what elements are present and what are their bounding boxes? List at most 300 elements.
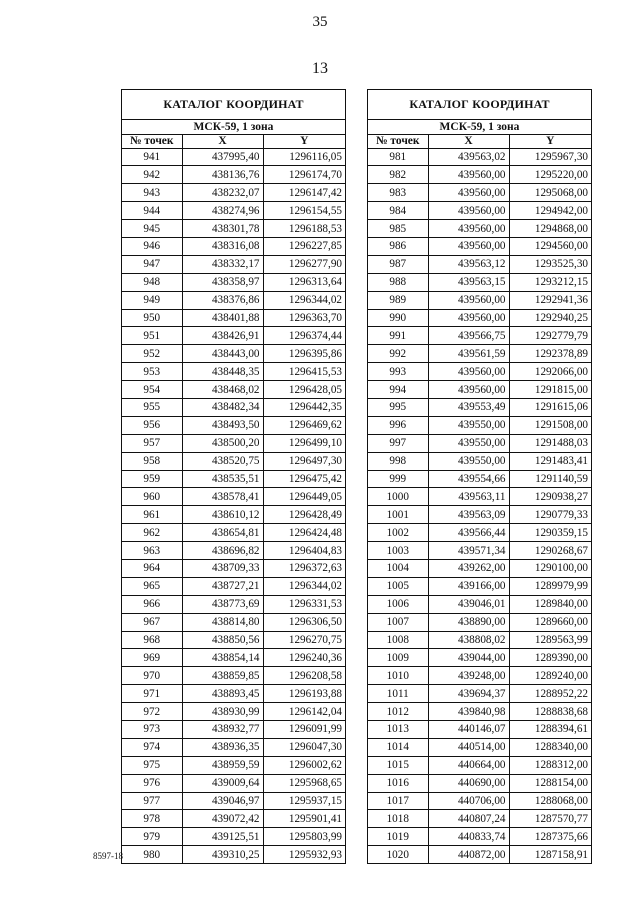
table-row — [368, 524, 591, 542]
point-number-cell: 961 — [122, 506, 182, 524]
y-coordinate-cell: 1296002,62 — [263, 756, 345, 774]
column-header-x: X — [428, 135, 509, 148]
y-coordinate-cell: 1296154,55 — [263, 202, 345, 220]
table-row — [368, 721, 591, 739]
point-number-cell: 959 — [122, 470, 182, 488]
x-coordinate-cell: 440833,74 — [428, 828, 509, 846]
point-number-cell: 1012 — [368, 703, 428, 721]
point-number-cell: 991 — [368, 327, 428, 345]
y-coordinate-cell: 1296188,53 — [263, 220, 345, 238]
table-row — [368, 667, 591, 685]
x-coordinate-cell: 440664,00 — [428, 756, 509, 774]
x-coordinate-cell: 438808,02 — [428, 631, 509, 649]
x-coordinate-cell: 438696,82 — [182, 542, 263, 560]
table-row — [122, 846, 345, 863]
table-row — [368, 542, 591, 560]
y-coordinate-cell: 1296372,63 — [263, 559, 345, 577]
x-coordinate-cell: 438426,91 — [182, 327, 263, 345]
point-number-cell: 952 — [122, 345, 182, 363]
table-row — [368, 345, 591, 363]
table-row — [122, 703, 345, 721]
x-coordinate-cell: 439694,37 — [428, 685, 509, 703]
y-coordinate-cell: 1288394,61 — [509, 721, 591, 739]
y-coordinate-cell: 1295220,00 — [509, 166, 591, 184]
y-coordinate-cell: 1296374,44 — [263, 327, 345, 345]
point-number-cell: 946 — [122, 237, 182, 255]
point-number-cell: 963 — [122, 542, 182, 560]
table-row — [122, 381, 345, 399]
point-number-cell: 944 — [122, 202, 182, 220]
x-coordinate-cell: 439125,51 — [182, 828, 263, 846]
x-coordinate-cell: 438959,59 — [182, 756, 263, 774]
x-coordinate-cell: 439550,00 — [428, 452, 509, 470]
point-number-cell: 966 — [122, 595, 182, 613]
y-coordinate-cell: 1296277,90 — [263, 255, 345, 273]
x-coordinate-cell: 438859,85 — [182, 667, 263, 685]
table-row — [122, 452, 345, 470]
table-row — [122, 774, 345, 792]
x-coordinate-cell: 439560,00 — [428, 202, 509, 220]
point-number-cell: 962 — [122, 524, 182, 542]
y-coordinate-cell: 1296424,48 — [263, 524, 345, 542]
x-coordinate-cell: 438332,17 — [182, 255, 263, 273]
point-number-cell: 988 — [368, 273, 428, 291]
table-row — [368, 703, 591, 721]
point-number-cell: 957 — [122, 434, 182, 452]
x-coordinate-cell: 439560,00 — [428, 220, 509, 238]
point-number-cell: 983 — [368, 184, 428, 202]
x-coordinate-cell: 438610,12 — [182, 506, 263, 524]
x-coordinate-cell: 439560,00 — [428, 381, 509, 399]
table-row — [368, 255, 591, 273]
x-coordinate-cell: 439571,34 — [428, 542, 509, 560]
table-row — [368, 148, 591, 166]
y-coordinate-cell: 1294868,00 — [509, 220, 591, 238]
y-coordinate-cell: 1296499,10 — [263, 434, 345, 452]
table-row — [122, 685, 345, 703]
x-coordinate-cell: 438893,45 — [182, 685, 263, 703]
x-coordinate-cell: 439553,49 — [428, 398, 509, 416]
x-coordinate-cell: 438482,34 — [182, 398, 263, 416]
table-row — [122, 363, 345, 381]
point-number-cell: 970 — [122, 667, 182, 685]
x-coordinate-cell: 438654,81 — [182, 524, 263, 542]
point-number-cell: 1016 — [368, 774, 428, 792]
y-coordinate-cell: 1296091,99 — [263, 721, 345, 739]
y-coordinate-cell: 1294560,00 — [509, 237, 591, 255]
table-row — [122, 721, 345, 739]
point-number-cell: 953 — [122, 363, 182, 381]
y-coordinate-cell: 1296404,83 — [263, 542, 345, 560]
y-coordinate-cell: 1291815,00 — [509, 381, 591, 399]
point-number-cell: 1015 — [368, 756, 428, 774]
column-header-y: Y — [263, 135, 345, 148]
table-row — [368, 220, 591, 238]
y-coordinate-cell: 1296428,49 — [263, 506, 345, 524]
table-row — [368, 416, 591, 434]
x-coordinate-cell: 438274,96 — [182, 202, 263, 220]
table-body — [368, 148, 591, 863]
y-coordinate-cell: 1295967,30 — [509, 148, 591, 166]
column-header-point: № точек — [122, 135, 182, 148]
y-coordinate-cell: 1295968,65 — [263, 774, 345, 792]
table-row — [368, 846, 591, 863]
point-number-cell: 978 — [122, 810, 182, 828]
point-number-cell: 998 — [368, 452, 428, 470]
y-coordinate-cell: 1296469,62 — [263, 416, 345, 434]
table-row — [122, 667, 345, 685]
table-row — [368, 184, 591, 202]
x-coordinate-cell: 438301,78 — [182, 220, 263, 238]
x-coordinate-cell: 439560,00 — [428, 237, 509, 255]
table-row — [122, 255, 345, 273]
x-coordinate-cell: 438443,00 — [182, 345, 263, 363]
x-coordinate-cell: 438401,88 — [182, 309, 263, 327]
y-coordinate-cell: 1294942,00 — [509, 202, 591, 220]
y-coordinate-cell: 1291140,59 — [509, 470, 591, 488]
y-coordinate-cell: 1295803,99 — [263, 828, 345, 846]
x-coordinate-cell: 438773,69 — [182, 595, 263, 613]
x-coordinate-cell: 438520,75 — [182, 452, 263, 470]
appendix-page-number: 13 — [312, 60, 328, 77]
x-coordinate-cell: 439166,00 — [428, 577, 509, 595]
document-code: 8597-18 — [93, 851, 123, 861]
table-row — [122, 559, 345, 577]
table-row — [368, 434, 591, 452]
point-number-cell: 960 — [122, 488, 182, 506]
y-coordinate-cell: 1290938,27 — [509, 488, 591, 506]
catalog-title: КАТАЛОГ КООРДИНАТ — [368, 90, 591, 120]
x-coordinate-cell: 439550,00 — [428, 416, 509, 434]
point-number-cell: 982 — [368, 166, 428, 184]
x-coordinate-cell: 439262,00 — [428, 559, 509, 577]
table-row — [122, 828, 345, 846]
point-number-cell: 971 — [122, 685, 182, 703]
x-coordinate-cell: 440872,00 — [428, 846, 509, 863]
table-row — [368, 792, 591, 810]
table-row — [122, 649, 345, 667]
x-coordinate-cell: 439310,25 — [182, 846, 263, 863]
point-number-cell: 964 — [122, 559, 182, 577]
point-number-cell: 968 — [122, 631, 182, 649]
point-number-cell: 950 — [122, 309, 182, 327]
x-coordinate-cell: 439840,98 — [428, 703, 509, 721]
y-coordinate-cell: 1296193,88 — [263, 685, 345, 703]
table-row — [368, 810, 591, 828]
table-row — [368, 398, 591, 416]
table-row — [122, 148, 345, 166]
x-coordinate-cell: 440690,00 — [428, 774, 509, 792]
y-coordinate-cell: 1296428,05 — [263, 381, 345, 399]
y-coordinate-cell: 1292940,25 — [509, 309, 591, 327]
y-coordinate-cell: 1290359,15 — [509, 524, 591, 542]
table-row — [122, 434, 345, 452]
x-coordinate-cell: 439561,59 — [428, 345, 509, 363]
point-number-cell: 976 — [122, 774, 182, 792]
y-coordinate-cell: 1291615,06 — [509, 398, 591, 416]
y-coordinate-cell: 1287570,77 — [509, 810, 591, 828]
page-number: 35 — [312, 14, 328, 30]
point-number-cell: 945 — [122, 220, 182, 238]
y-coordinate-cell: 1296306,50 — [263, 613, 345, 631]
x-coordinate-cell: 438535,51 — [182, 470, 263, 488]
y-coordinate-cell: 1296208,58 — [263, 667, 345, 685]
table-row — [368, 685, 591, 703]
table-row — [122, 792, 345, 810]
point-number-cell: 955 — [122, 398, 182, 416]
x-coordinate-cell: 439563,11 — [428, 488, 509, 506]
coordinate-catalog-left — [121, 89, 346, 864]
table-row — [122, 738, 345, 756]
table-row — [122, 166, 345, 184]
y-coordinate-cell: 1296363,70 — [263, 309, 345, 327]
y-coordinate-cell: 1296174,70 — [263, 166, 345, 184]
table-row — [368, 577, 591, 595]
table-row — [122, 577, 345, 595]
table-row — [122, 524, 345, 542]
table-row — [368, 237, 591, 255]
point-number-cell: 1001 — [368, 506, 428, 524]
point-number-cell: 1005 — [368, 577, 428, 595]
y-coordinate-cell: 1289563,99 — [509, 631, 591, 649]
x-coordinate-cell: 439563,09 — [428, 506, 509, 524]
x-coordinate-cell: 438448,35 — [182, 363, 263, 381]
x-coordinate-cell: 439550,00 — [428, 434, 509, 452]
x-coordinate-cell: 439046,97 — [182, 792, 263, 810]
point-number-cell: 1019 — [368, 828, 428, 846]
x-coordinate-cell: 440514,00 — [428, 738, 509, 756]
x-coordinate-cell: 438232,07 — [182, 184, 263, 202]
y-coordinate-cell: 1296344,02 — [263, 291, 345, 309]
catalog-subtitle: МСК-59, 1 зона — [122, 120, 345, 135]
point-number-cell: 1020 — [368, 846, 428, 863]
point-number-cell: 996 — [368, 416, 428, 434]
y-coordinate-cell: 1293212,15 — [509, 273, 591, 291]
table-row — [368, 506, 591, 524]
table-row — [368, 202, 591, 220]
y-coordinate-cell: 1292378,89 — [509, 345, 591, 363]
point-number-cell: 969 — [122, 649, 182, 667]
point-number-cell: 1002 — [368, 524, 428, 542]
x-coordinate-cell: 438727,21 — [182, 577, 263, 595]
x-coordinate-cell: 438936,35 — [182, 738, 263, 756]
table-header-row — [368, 135, 591, 148]
x-coordinate-cell: 438136,76 — [182, 166, 263, 184]
x-coordinate-cell: 438376,86 — [182, 291, 263, 309]
x-coordinate-cell: 439563,12 — [428, 255, 509, 273]
y-coordinate-cell: 1296475,42 — [263, 470, 345, 488]
table-row — [122, 506, 345, 524]
point-number-cell: 1007 — [368, 613, 428, 631]
point-number-cell: 1006 — [368, 595, 428, 613]
x-coordinate-cell: 440706,00 — [428, 792, 509, 810]
coordinate-table — [368, 135, 591, 863]
point-number-cell: 943 — [122, 184, 182, 202]
y-coordinate-cell: 1288312,00 — [509, 756, 591, 774]
y-coordinate-cell: 1296415,53 — [263, 363, 345, 381]
table-row — [122, 595, 345, 613]
y-coordinate-cell: 1296142,04 — [263, 703, 345, 721]
y-coordinate-cell: 1289390,00 — [509, 649, 591, 667]
point-number-cell: 994 — [368, 381, 428, 399]
table-row — [368, 488, 591, 506]
y-coordinate-cell: 1290779,33 — [509, 506, 591, 524]
x-coordinate-cell: 439072,42 — [182, 810, 263, 828]
x-coordinate-cell: 439560,00 — [428, 184, 509, 202]
table-row — [122, 756, 345, 774]
y-coordinate-cell: 1295068,00 — [509, 184, 591, 202]
point-number-cell: 958 — [122, 452, 182, 470]
point-number-cell: 997 — [368, 434, 428, 452]
point-number-cell: 954 — [122, 381, 182, 399]
point-number-cell: 1018 — [368, 810, 428, 828]
table-row — [368, 828, 591, 846]
catalog-subtitle: МСК-59, 1 зона — [368, 120, 591, 135]
point-number-cell: 1000 — [368, 488, 428, 506]
table-body — [122, 148, 345, 863]
table-row — [122, 810, 345, 828]
y-coordinate-cell: 1296331,53 — [263, 595, 345, 613]
point-number-cell: 993 — [368, 363, 428, 381]
y-coordinate-cell: 1289240,00 — [509, 667, 591, 685]
point-number-cell: 942 — [122, 166, 182, 184]
table-row — [368, 738, 591, 756]
y-coordinate-cell: 1291508,00 — [509, 416, 591, 434]
table-row — [368, 363, 591, 381]
x-coordinate-cell: 438358,97 — [182, 273, 263, 291]
x-coordinate-cell: 438316,08 — [182, 237, 263, 255]
y-coordinate-cell: 1290268,67 — [509, 542, 591, 560]
x-coordinate-cell: 437995,40 — [182, 148, 263, 166]
y-coordinate-cell: 1292066,00 — [509, 363, 591, 381]
x-coordinate-cell: 439560,00 — [428, 291, 509, 309]
point-number-cell: 948 — [122, 273, 182, 291]
point-number-cell: 989 — [368, 291, 428, 309]
table-row — [122, 416, 345, 434]
x-coordinate-cell: 440807,24 — [428, 810, 509, 828]
x-coordinate-cell: 438930,99 — [182, 703, 263, 721]
point-number-cell: 1004 — [368, 559, 428, 577]
point-number-cell: 975 — [122, 756, 182, 774]
point-number-cell: 1013 — [368, 721, 428, 739]
y-coordinate-cell: 1291488,03 — [509, 434, 591, 452]
y-coordinate-cell: 1289979,99 — [509, 577, 591, 595]
table-row — [368, 381, 591, 399]
point-number-cell: 972 — [122, 703, 182, 721]
y-coordinate-cell: 1296116,05 — [263, 148, 345, 166]
table-row — [122, 470, 345, 488]
table-row — [122, 631, 345, 649]
column-header-y: Y — [509, 135, 591, 148]
table-row — [368, 595, 591, 613]
point-number-cell: 947 — [122, 255, 182, 273]
y-coordinate-cell: 1289660,00 — [509, 613, 591, 631]
x-coordinate-cell: 438468,02 — [182, 381, 263, 399]
table-row — [368, 756, 591, 774]
x-coordinate-cell: 439563,02 — [428, 148, 509, 166]
y-coordinate-cell: 1290100,00 — [509, 559, 591, 577]
table-row — [122, 237, 345, 255]
point-number-cell: 1010 — [368, 667, 428, 685]
table-row — [122, 184, 345, 202]
y-coordinate-cell: 1296270,75 — [263, 631, 345, 649]
table-header-row — [122, 135, 345, 148]
table-row — [122, 291, 345, 309]
table-row — [368, 291, 591, 309]
point-number-cell: 985 — [368, 220, 428, 238]
point-number-cell: 1009 — [368, 649, 428, 667]
point-number-cell: 977 — [122, 792, 182, 810]
point-number-cell: 974 — [122, 738, 182, 756]
table-row — [368, 273, 591, 291]
y-coordinate-cell: 1288838,68 — [509, 703, 591, 721]
x-coordinate-cell: 439046,01 — [428, 595, 509, 613]
y-coordinate-cell: 1295937,15 — [263, 792, 345, 810]
y-coordinate-cell: 1292941,36 — [509, 291, 591, 309]
point-number-cell: 965 — [122, 577, 182, 595]
table-row — [368, 631, 591, 649]
table-row — [122, 327, 345, 345]
point-number-cell: 999 — [368, 470, 428, 488]
table-row — [368, 470, 591, 488]
x-coordinate-cell: 439566,44 — [428, 524, 509, 542]
y-coordinate-cell: 1287375,66 — [509, 828, 591, 846]
column-header-point: № точек — [368, 135, 428, 148]
point-number-cell: 980 — [122, 846, 182, 863]
y-coordinate-cell: 1296449,05 — [263, 488, 345, 506]
point-number-cell: 1011 — [368, 685, 428, 703]
x-coordinate-cell: 439560,00 — [428, 363, 509, 381]
table-row — [122, 220, 345, 238]
table-row — [122, 202, 345, 220]
y-coordinate-cell: 1296047,30 — [263, 738, 345, 756]
table-row — [368, 166, 591, 184]
table-row — [368, 649, 591, 667]
point-number-cell: 979 — [122, 828, 182, 846]
coordinate-table — [122, 135, 345, 863]
y-coordinate-cell: 1288952,22 — [509, 685, 591, 703]
table-row — [122, 273, 345, 291]
point-number-cell: 1008 — [368, 631, 428, 649]
y-coordinate-cell: 1296497,30 — [263, 452, 345, 470]
x-coordinate-cell: 439563,15 — [428, 273, 509, 291]
table-row — [122, 398, 345, 416]
table-row — [368, 774, 591, 792]
x-coordinate-cell: 438854,14 — [182, 649, 263, 667]
table-row — [368, 613, 591, 631]
x-coordinate-cell: 438814,80 — [182, 613, 263, 631]
catalog-title: КАТАЛОГ КООРДИНАТ — [122, 90, 345, 120]
table-row — [368, 327, 591, 345]
point-number-cell: 956 — [122, 416, 182, 434]
y-coordinate-cell: 1296147,42 — [263, 184, 345, 202]
point-number-cell: 941 — [122, 148, 182, 166]
y-coordinate-cell: 1296227,85 — [263, 237, 345, 255]
point-number-cell: 1003 — [368, 542, 428, 560]
y-coordinate-cell: 1296240,36 — [263, 649, 345, 667]
coordinate-catalog-right — [367, 89, 592, 864]
table-row — [122, 542, 345, 560]
x-coordinate-cell: 438500,20 — [182, 434, 263, 452]
table-row — [368, 309, 591, 327]
table-row — [122, 345, 345, 363]
y-coordinate-cell: 1296344,02 — [263, 577, 345, 595]
point-number-cell: 973 — [122, 721, 182, 739]
point-number-cell: 986 — [368, 237, 428, 255]
x-coordinate-cell: 438709,33 — [182, 559, 263, 577]
point-number-cell: 995 — [368, 398, 428, 416]
y-coordinate-cell: 1295901,41 — [263, 810, 345, 828]
